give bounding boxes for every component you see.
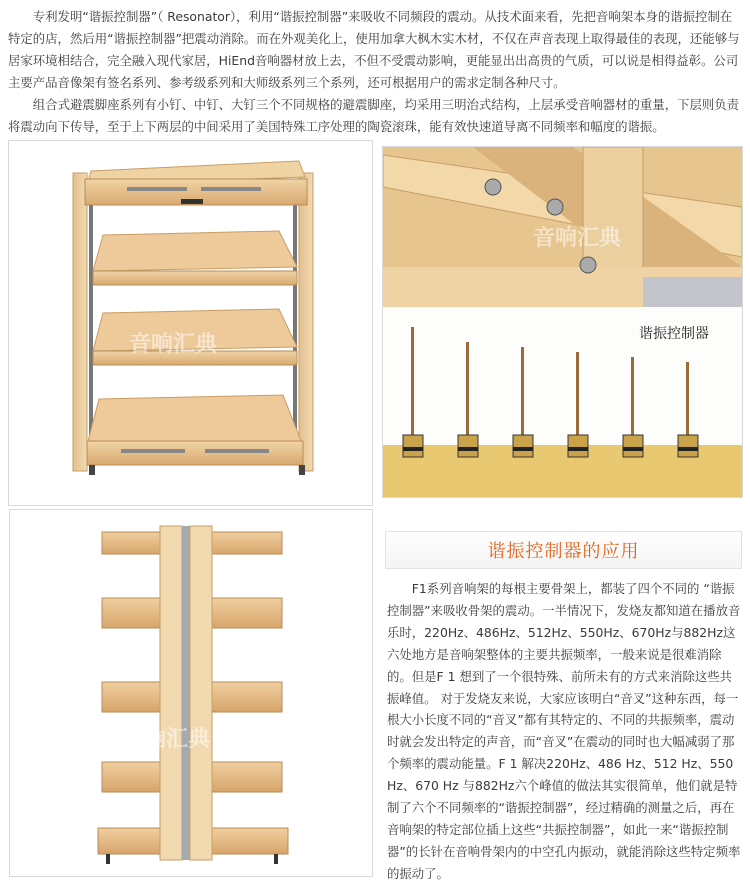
- body-text: [387, 578, 743, 885]
- section-title: 谐振控制器的应用: [487, 541, 640, 562]
- resonator-label: 谐振控制器: [639, 326, 709, 342]
- section-title-box: [385, 531, 742, 569]
- resonator-detail-image: [382, 146, 743, 498]
- body-paragraph: F1系列音响架的每根主要骨架上，都装了四个不同的 “谐振控制器”来吸收骨架的震动。一半情况下，发烧友都知道在播放音乐时，220Hz、486Hz、512Hz、550Hz、670Hz与882Hz这六处地方是音响架整体的主要共振频率，一般来说是很难消除的。但是F 1 想到了一个很特殊、前所未有的方式来消除这些共振峰值。 对于发烧友来说，大家应该明白“音叉”这种东西，每一根大小长度不同的“音叉”都有其特定的、不同的共振频率，震动时就会发出特定的声音，而“音叉”在震动的同时也大幅减弱了那个频率的震动能量。F 1 解决220Hz、486 Hz、512 Hz、550 Hz、670 Hz 与882Hz六个峰值的做法其实很简单，他们就是特制了六个不同频率的“谐振控制器”，经过精确的测量之后，再在音响架的特定部位插上这些“共振控制器”，如此一来“谐振控制器”的长针在音响骨架内的中空孔内振动，就能消除这些特定频率的振动了。: [387, 581, 741, 881]
- intro-text: [8, 6, 744, 138]
- intro-paragraph-1: 专利发明“谐振控制器”（ Resonator），利用“谐振控制器”来吸收不同频段的震动。从技术面来看，先把音响架本身的谐振控制在特定的店，然后用“谐振控制器”把震动消除。而在外观美化上，使用加拿大枫木实木材，不仅在声音表现上取得最佳的表现，还能够与居家环境相结合，完全融入现代家居，HiEnd音响器材放上去，不但不受震动影响，更能显出出高贵的气质，可以说是相得益彰。公司主要产品音像架有签名系列、参考级系列和大师级系列三个系列，还可根据用户的需求定制各种尺寸。: [8, 9, 740, 90]
- watermark-3: 音响汇典: [122, 727, 211, 752]
- watermark-2: 音响汇典: [533, 226, 622, 251]
- rack-front-image: [8, 140, 373, 506]
- intro-paragraph-2: 组合式避震脚座系列有小钉、中钉、大钉三个不同规格的避震脚座，均采用三明治式结构，上层承受音响器材的重量，下层则负责将震动向下传导，至于上下两层的中间采用了美国特殊工序处理的陶瓷滚珠，能有效快速道导离不同频率和幅度的谐振。: [8, 97, 740, 134]
- watermark-1: 音响汇典: [129, 332, 218, 357]
- rack-side-image: [9, 509, 373, 877]
